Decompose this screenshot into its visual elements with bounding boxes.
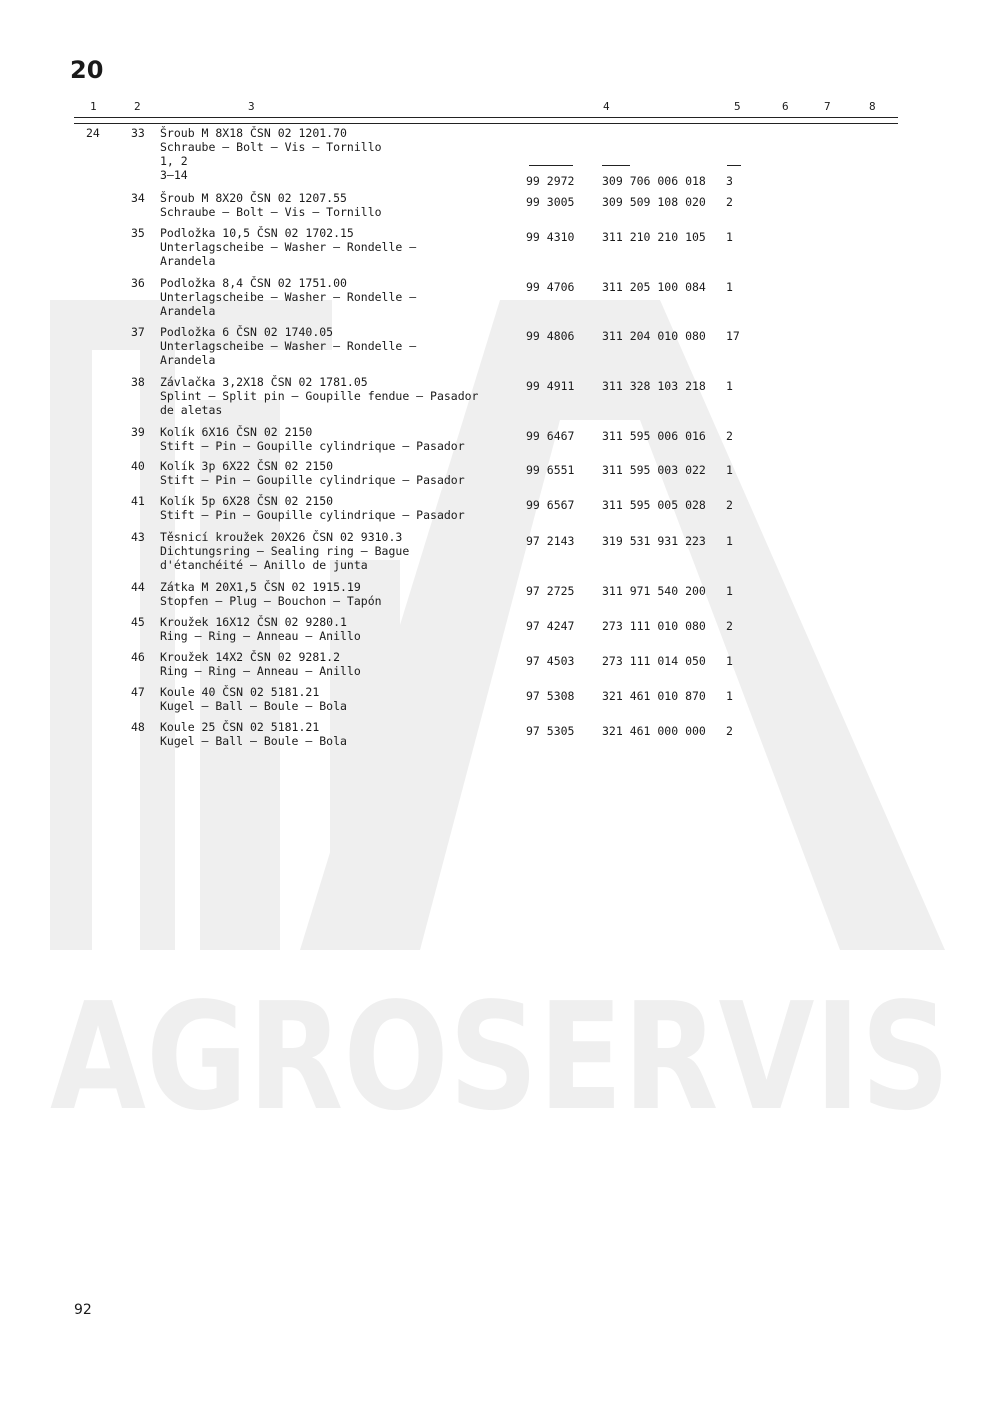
catalog-code: 97 4503 <box>526 654 575 668</box>
part-number: 321 461 000 000 <box>602 724 706 738</box>
position-number: 39 <box>131 425 145 439</box>
description-line: Unterlagscheibe — Washer — Rondelle — <box>160 290 417 304</box>
description-line: Podložka 8,4 ČSN 02 1751.00 <box>160 276 347 290</box>
position-number: 35 <box>131 226 145 240</box>
blank-dash <box>529 165 573 166</box>
blank-dash <box>727 165 741 166</box>
part-number: 311 328 103 218 <box>602 379 706 393</box>
catalog-code: 99 6467 <box>526 429 575 443</box>
position-number: 44 <box>131 580 145 594</box>
part-number: 319 531 931 223 <box>602 534 706 548</box>
description-line: Kolík 3p 6X22 ČSN 02 2150 <box>160 459 334 473</box>
header-rule-bottom <box>74 123 898 124</box>
quantity: 1 <box>726 654 733 668</box>
part-number: 311 210 210 105 <box>602 230 706 244</box>
part-number: 311 971 540 200 <box>602 584 706 598</box>
catalog-code: 99 4806 <box>526 329 575 343</box>
position-number: 34 <box>131 191 145 205</box>
description-line: Kroužek 16X12 ČSN 02 9280.1 <box>160 615 347 629</box>
catalog-code: 97 5308 <box>526 689 575 703</box>
part-number: 321 461 010 870 <box>602 689 706 703</box>
col-6: 6 <box>782 100 789 113</box>
quantity: 2 <box>726 724 733 738</box>
position-number: 40 <box>131 459 145 473</box>
description-line: de aletas <box>160 403 223 417</box>
quantity: 2 <box>726 195 733 209</box>
col-5: 5 <box>734 100 741 113</box>
catalog-code: 99 6567 <box>526 498 575 512</box>
position-number: 46 <box>131 650 145 664</box>
description-line: Podložka 10,5 ČSN 02 1702.15 <box>160 226 354 240</box>
description-line: Stift — Pin — Goupille cylindrique — Pasador <box>160 473 465 487</box>
description-line: Dichtungsring — Sealing ring — Bague <box>160 544 410 558</box>
description-line: Schraube — Bolt — Vis — Tornillo <box>160 205 382 219</box>
description-line: Koule 25 ČSN 02 5181.21 <box>160 720 320 734</box>
part-number: 311 595 003 022 <box>602 463 706 477</box>
catalog-code: 99 4911 <box>526 379 575 393</box>
part-number: 311 595 005 028 <box>602 498 706 512</box>
part-number: 309 706 006 018 <box>602 174 706 188</box>
description-line: Schraube — Bolt — Vis — Tornillo <box>160 140 382 154</box>
col-7: 7 <box>824 100 831 113</box>
part-number: 311 205 100 084 <box>602 280 706 294</box>
catalog-code: 99 6551 <box>526 463 575 477</box>
description-line: Kugel — Ball — Boule — Bola <box>160 734 347 748</box>
col-2: 2 <box>134 100 141 113</box>
quantity: 2 <box>726 619 733 633</box>
description-line: Kolík 5p 6X28 ČSN 02 2150 <box>160 494 334 508</box>
part-number: 273 111 014 050 <box>602 654 706 668</box>
page-number: 92 <box>74 1302 92 1318</box>
description-line: Stift — Pin — Goupille cylindrique — Pasador <box>160 508 465 522</box>
quantity: 1 <box>726 280 733 294</box>
description-line: Stopfen — Plug — Bouchon — Tapón <box>160 594 382 608</box>
description-line: Šroub M 8X18 ČSN 02 1201.70 <box>160 126 347 140</box>
quantity: 1 <box>726 689 733 703</box>
part-number: 311 204 010 080 <box>602 329 706 343</box>
position-number: 37 <box>131 325 145 339</box>
quantity: 1 <box>726 463 733 477</box>
quantity: 1 <box>726 230 733 244</box>
catalog-code: 97 2725 <box>526 584 575 598</box>
col-8: 8 <box>869 100 876 113</box>
catalog-code: 99 2972 <box>526 174 575 188</box>
header-rule-top <box>74 117 898 118</box>
position-number: 41 <box>131 494 145 508</box>
page-title: 20 <box>70 56 104 84</box>
group-number: 24 <box>86 126 100 140</box>
description-line: Podložka 6 ČSN 02 1740.05 <box>160 325 334 339</box>
col-3: 3 <box>248 100 255 113</box>
description-line: Kolík 6X16 ČSN 02 2150 <box>160 425 313 439</box>
catalog-code: 97 4247 <box>526 619 575 633</box>
position-number: 36 <box>131 276 145 290</box>
description-line: d'étanchéité — Anillo de junta <box>160 558 368 572</box>
description-line: Kroužek 14X2 ČSN 02 9281.2 <box>160 650 341 664</box>
quantity: 2 <box>726 498 733 512</box>
blank-dash <box>602 165 630 166</box>
quantity: 1 <box>726 379 733 393</box>
part-number: 309 509 108 020 <box>602 195 706 209</box>
description-line: Splint — Split pin — Goupille fendue — Pasador <box>160 389 479 403</box>
description-line: Unterlagscheibe — Washer — Rondelle — <box>160 339 417 353</box>
quantity: 1 <box>726 584 733 598</box>
part-number: 273 111 010 080 <box>602 619 706 633</box>
position-number: 47 <box>131 685 145 699</box>
description-line: Arandela <box>160 353 216 367</box>
description-line: Stift — Pin — Goupille cylindrique — Pasador <box>160 439 465 453</box>
description-line: Závlačka 3,2X18 ČSN 02 1781.05 <box>160 375 368 389</box>
description-line: Těsnicí kroužek 20X26 ČSN 02 9310.3 <box>160 530 403 544</box>
description-line: 3—14 <box>160 168 188 182</box>
catalog-code: 99 3005 <box>526 195 575 209</box>
catalog-code: 99 4310 <box>526 230 575 244</box>
position-number: 48 <box>131 720 145 734</box>
description-line: Ring — Ring — Anneau — Anillo <box>160 629 361 643</box>
position-number: 45 <box>131 615 145 629</box>
description-line: Unterlagscheibe — Washer — Rondelle — <box>160 240 417 254</box>
description-line: Zátka M 20X1,5 ČSN 02 1915.19 <box>160 580 361 594</box>
quantity: 1 <box>726 534 733 548</box>
quantity: 3 <box>726 174 733 188</box>
description-line: Šroub M 8X20 ČSN 02 1207.55 <box>160 191 347 205</box>
catalog-code: 99 4706 <box>526 280 575 294</box>
part-number: 311 595 006 016 <box>602 429 706 443</box>
position-number: 33 <box>131 126 145 140</box>
description-line: Ring — Ring — Anneau — Anillo <box>160 664 361 678</box>
description-line: Kugel — Ball — Boule — Bola <box>160 699 347 713</box>
col-1: 1 <box>90 100 97 113</box>
catalog-code: 97 5305 <box>526 724 575 738</box>
quantity: 2 <box>726 429 733 443</box>
position-number: 43 <box>131 530 145 544</box>
position-number: 38 <box>131 375 145 389</box>
catalog-code: 97 2143 <box>526 534 575 548</box>
description-line: Arandela <box>160 304 216 318</box>
description-line: 1, 2 <box>160 154 188 168</box>
description-line: Koule 40 ČSN 02 5181.21 <box>160 685 320 699</box>
quantity: 17 <box>726 329 740 343</box>
watermark-text: AGROSERVIS <box>50 971 950 1143</box>
description-line: Arandela <box>160 254 216 268</box>
col-4: 4 <box>603 100 610 113</box>
